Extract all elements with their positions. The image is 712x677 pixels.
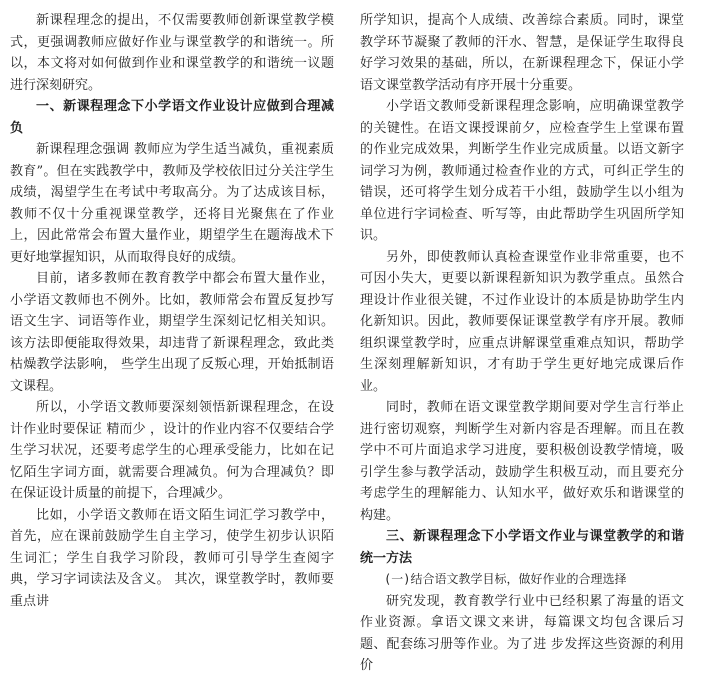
body-paragraph: 比如，小学语文教师在语文陌生词汇学习教学中，首先，应在课前鼓励学生自主学习，使学生初步认识陌生词汇；学生自我学习阶段，教师可引导学生查阅字典，学习字词读法及含义。 其次，课堂教学时，教师要重点讲 bbox=[10, 507, 334, 609]
body-paragraph: 小学语文教师受新课程理念影响，应明确课堂教学的关键性。在语文课授课前夕，应检查学生上堂课布置的作业完成效果，判断学生作业完成质量。以语文新字词学习为例，教师通过检查作业的方式，可纠正学生的错误，还可将学生划分成若干小组，鼓励学生以小组为单位进行字词检查、听写等，由此帮助学生巩固所学知识。 bbox=[360, 99, 684, 243]
right-column bbox=[360, 10, 684, 673]
body-paragraph: 同时，教师在语文课堂教学期间要对学生言行举止进行密切观察，判断学生对新内容是否理解。而且在教学中不可片面追求学习进度，要积极创设教学情境，吸引学生参与教学活动，鼓励学生积极互动，而且要充分考虑学生的理解能力、认知水平，做好欢乐和谐课堂的构建。 bbox=[360, 400, 684, 523]
body-paragraph: 研究发现，教育教学行业中已经积累了海量的语文作业资源。拿语文课文来讲，每篇课文均包含课后习题、配套练习册等作业。为了进 步发挥这些资源的利用价 bbox=[360, 593, 684, 673]
continued-paragraph: 所学知识，提高个人成绩、改善综合素质。同时，课堂教学环节凝聚了教师的汗水、智慧，是保证学生取得良好学习效果的基础，所以，在新课程理念下，保证小学语文课堂教学活动有序开展十分重要。 bbox=[360, 13, 684, 93]
two-column-body bbox=[10, 10, 702, 673]
intro-paragraph: 新课程理念的提出，不仅需要教师创新课堂教学模式，更强调教师应做好作业与课堂教学的和谐统一。所以，本文将对如何做到作业和课堂教学的和谐统一议题进行深刻研究。 bbox=[10, 13, 334, 93]
section-heading-1: 一、新课程理念下小学语文作业设计应做到合理减负 bbox=[10, 99, 334, 136]
subsection-heading-1: (一)结合语文教学目标，做好作业的合理选择 bbox=[384, 572, 627, 586]
body-paragraph: 目前，诸多教师在教育教学中都会布置大量作业，小学语文教师也不例外。比如，教师常会布置反复抄写语文生字、词语等作业，期望学生深刻记忆相关知识。该方法即便能取得效果，却违背了新课程理念，致此类枯燥教学法影响， 些学生出现了反叛心理，开始抵制语文课程。 bbox=[10, 271, 334, 394]
left-column bbox=[10, 10, 334, 609]
body-paragraph: 另外，即使教师认真检查课堂作业非常重要，也不可因小失大，更要以新课程新知识为教学重点。虽然合理设计作业很关键，不过作业设计的本质是协助学生内化新知识。因此，教师要保证课堂教学有序开展。教师组织课堂教学时，应重点讲解课堂重难点知识，帮助学生深刻理解新知识，才有助于学生更好地完成课后作业。 bbox=[360, 249, 684, 394]
body-paragraph: 所以，小学语文教师要深刻领悟新课程理念，在设计作业时要保证 精而少 ，设计的作业内容不仅要结合学生学习状况，还要考虑学生的心理承受能力，比如在记忆陌生字词方面，就需要合理减负。何为合理减负？即 在保证设计质量的前提下，合理减少。 bbox=[10, 400, 334, 501]
body-paragraph: 新课程理念强调 教师应为学生适当减负，重视素质教育”。但在实践教学中，教师及学校依旧过分关注学生成绩，渴望学生在考试中考取高分。为了达成该目标，教师不仅十分重视课堂教学，还将目光聚焦在了作业上，因此常常会布置大量作业，期望学生在题海战术下更好地掌握知识，从而取得良好的成绩。 bbox=[10, 142, 334, 265]
section-heading-3: 三、新课程理念下小学语文作业与课堂教学的和谐统一方法 bbox=[360, 529, 684, 566]
